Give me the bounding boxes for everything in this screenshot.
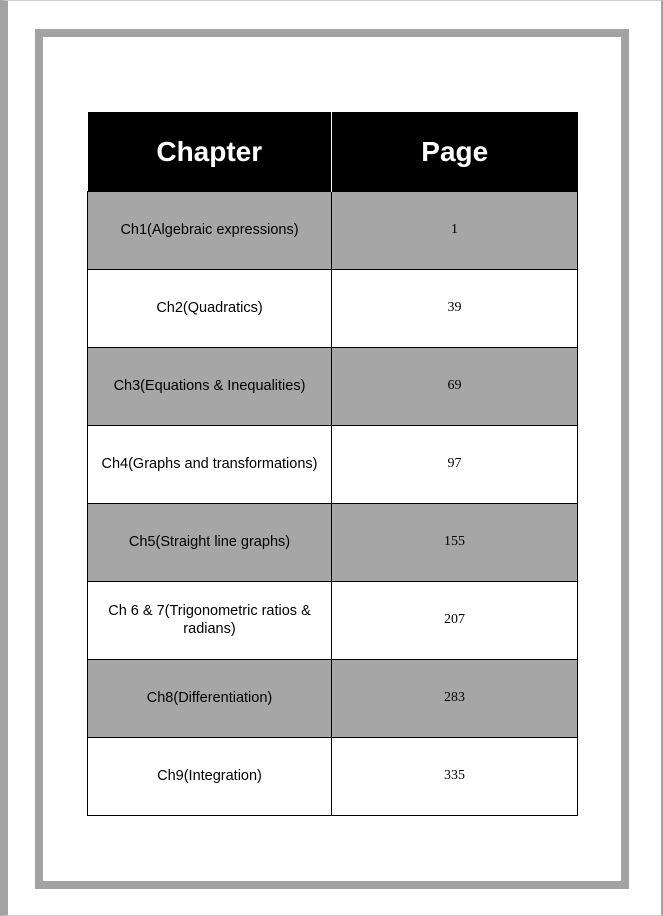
page-number-cell: 207 — [332, 582, 578, 660]
page-number-cell: 97 — [332, 426, 578, 504]
table-row — [88, 738, 578, 816]
page-number-cell: 39 — [332, 270, 578, 348]
chapter-cell: Ch8(Differentiation) — [88, 660, 332, 738]
table-row — [88, 582, 578, 660]
page-number-cell: 335 — [332, 738, 578, 816]
chapter-cell: Ch1(Algebraic expressions) — [88, 192, 332, 270]
table-header-row — [88, 112, 578, 192]
chapter-cell: Ch 6 & 7(Trigonometric ratios & radians) — [88, 582, 332, 660]
page-number-cell: 1 — [332, 192, 578, 270]
chapter-cell: Ch3(Equations & Inequalities) — [88, 348, 332, 426]
table-row — [88, 660, 578, 738]
chapter-cell: Ch9(Integration) — [88, 738, 332, 816]
chapter-cell: Ch2(Quadratics) — [88, 270, 332, 348]
table-row — [88, 426, 578, 504]
table-row — [88, 270, 578, 348]
page-number-cell: 69 — [332, 348, 578, 426]
table-row — [88, 192, 578, 270]
chapter-cell: Ch5(Straight line graphs) — [88, 504, 332, 582]
chapter-cell: Ch4(Graphs and transformations) — [88, 426, 332, 504]
table-row — [88, 504, 578, 582]
page-column-header: Page — [332, 112, 578, 192]
page-number-cell: 283 — [332, 660, 578, 738]
page-number-cell: 155 — [332, 504, 578, 582]
contents-table — [87, 112, 578, 816]
table-row — [88, 348, 578, 426]
chapter-column-header: Chapter — [88, 112, 332, 192]
